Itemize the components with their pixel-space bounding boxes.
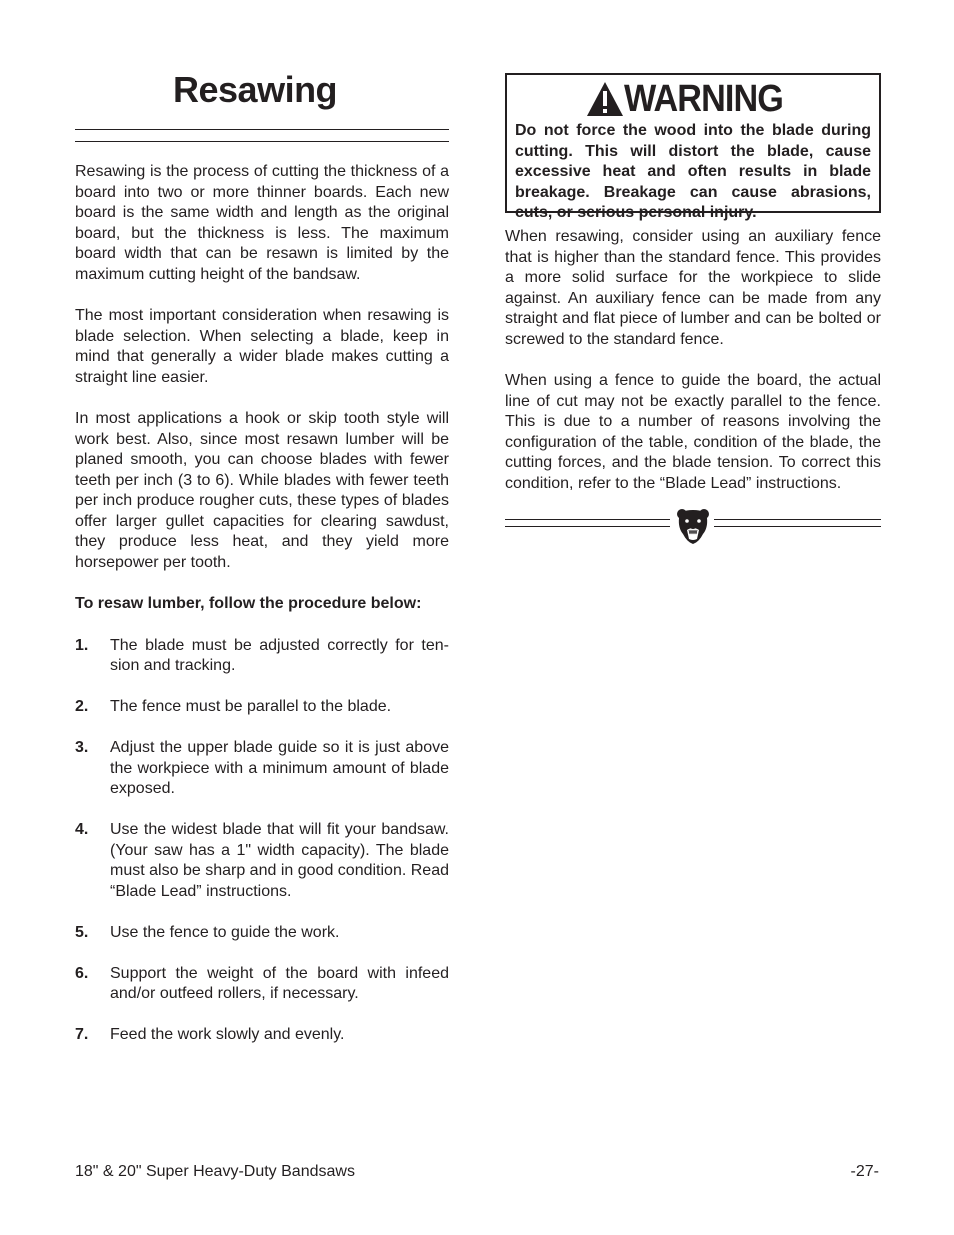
intro-paragraph: Resawing is the process of cutting the thickness of a board into two or more thinner boards. Each new board is the same width and length as the original board, but the thickness is less. The maximum board width that can be resawn is limited by the maximum cutting height of the bandsaw. bbox=[75, 163, 449, 283]
warning-triangle-icon bbox=[586, 81, 624, 117]
step-item bbox=[75, 923, 449, 944]
step-number: 6. bbox=[75, 964, 89, 982]
auxiliary-fence-paragraph: When resawing, consider using an auxiliary fence that is higher than the standard fence. This provides a more solid surface for the workpiece to slide against. An auxiliary fence can be made from any straight and flat piece of lumber and can be bolted or screwed to the standard fence. bbox=[505, 228, 881, 348]
footer-page-number: -27- bbox=[850, 1163, 879, 1180]
tooth-style-paragraph: In most applications a hook or skip tooth style will work best. Also, since most resawn lumber will be planed smooth, you can choose blades with fewer teeth per inch (3 to 6). While blades with fewer teeth per inch produce rougher cuts, these types of blades offer larger gullet capacities for clearing sawdust, they produce less heat, and they yield more horsepower per tooth. bbox=[75, 410, 449, 571]
step-number: 2. bbox=[75, 698, 89, 715]
footer-product-name: 18" & 20" Super Heavy-Duty Bandsaws bbox=[75, 1163, 355, 1180]
step-number: 3. bbox=[75, 739, 89, 756]
warning-header bbox=[515, 79, 871, 119]
step-text: Support the weight of the board with infeed and/or outfeed rollers, if necessary. bbox=[110, 964, 449, 1002]
step-text: Feed the work slowly and evenly. bbox=[110, 1026, 345, 1043]
step-text: Use the fence to guide the work. bbox=[110, 923, 340, 941]
step-item bbox=[75, 636, 449, 677]
step-text: Adjust the upper blade guide so it is just above the workpiece with a minimum amount of blade exposed. bbox=[110, 739, 449, 797]
step-item bbox=[75, 1025, 449, 1046]
step-item bbox=[75, 697, 449, 718]
procedure-heading: To resaw lumber, follow the procedure below: bbox=[75, 595, 422, 612]
step-text: The fence must be parallel to the blade. bbox=[110, 698, 392, 715]
step-number: 7. bbox=[75, 1026, 89, 1043]
warning-text: Do not force the wood into the blade during cutting. This will distort the blade, cause excessive heat and often results in blade breakage. Breakage can cause abrasions, cuts, or serious personal injury. bbox=[515, 122, 871, 221]
page-title: Resawing bbox=[173, 69, 338, 110]
right-column bbox=[505, 73, 881, 548]
title-divider bbox=[75, 129, 449, 142]
left-column bbox=[75, 66, 449, 1066]
end-rule-left bbox=[505, 519, 670, 527]
step-text: The blade must be adjusted correctly for tension and tracking. bbox=[110, 636, 449, 674]
blade-lead-paragraph: When using a fence to guide the board, the actual line of cut may not be exactly parallel to the fence. This is due to a number of reasons involving the configuration of the table, condition of the blade, the cutting forces, and the blade tension. To correct this condition, refer to the “Blade Lead” instructions. bbox=[505, 372, 881, 492]
step-text: Use the widest blade that will fit your bandsaw. (Your saw has a 1" width capacity). The blade must also be sharp and in good condition. Read “Blade Lead” instructions. bbox=[110, 821, 449, 900]
step-number: 5. bbox=[75, 923, 89, 941]
step-number: 1. bbox=[75, 636, 89, 654]
warning-box bbox=[505, 73, 881, 221]
end-rule-right bbox=[714, 519, 881, 527]
warning-heading: WARNING bbox=[623, 78, 783, 120]
step-number: 4. bbox=[75, 821, 89, 838]
step-item bbox=[75, 738, 449, 800]
section-end-divider bbox=[505, 506, 881, 548]
step-item bbox=[75, 820, 449, 902]
blade-selection-paragraph: The most important consideration when resawing is blade selection. When selecting a blade, keep in mind that generally a wider blade makes cutting a straight line easier. bbox=[75, 307, 449, 386]
procedure-steps bbox=[75, 636, 449, 1046]
bear-head-icon bbox=[673, 506, 713, 546]
step-item bbox=[75, 964, 449, 1005]
